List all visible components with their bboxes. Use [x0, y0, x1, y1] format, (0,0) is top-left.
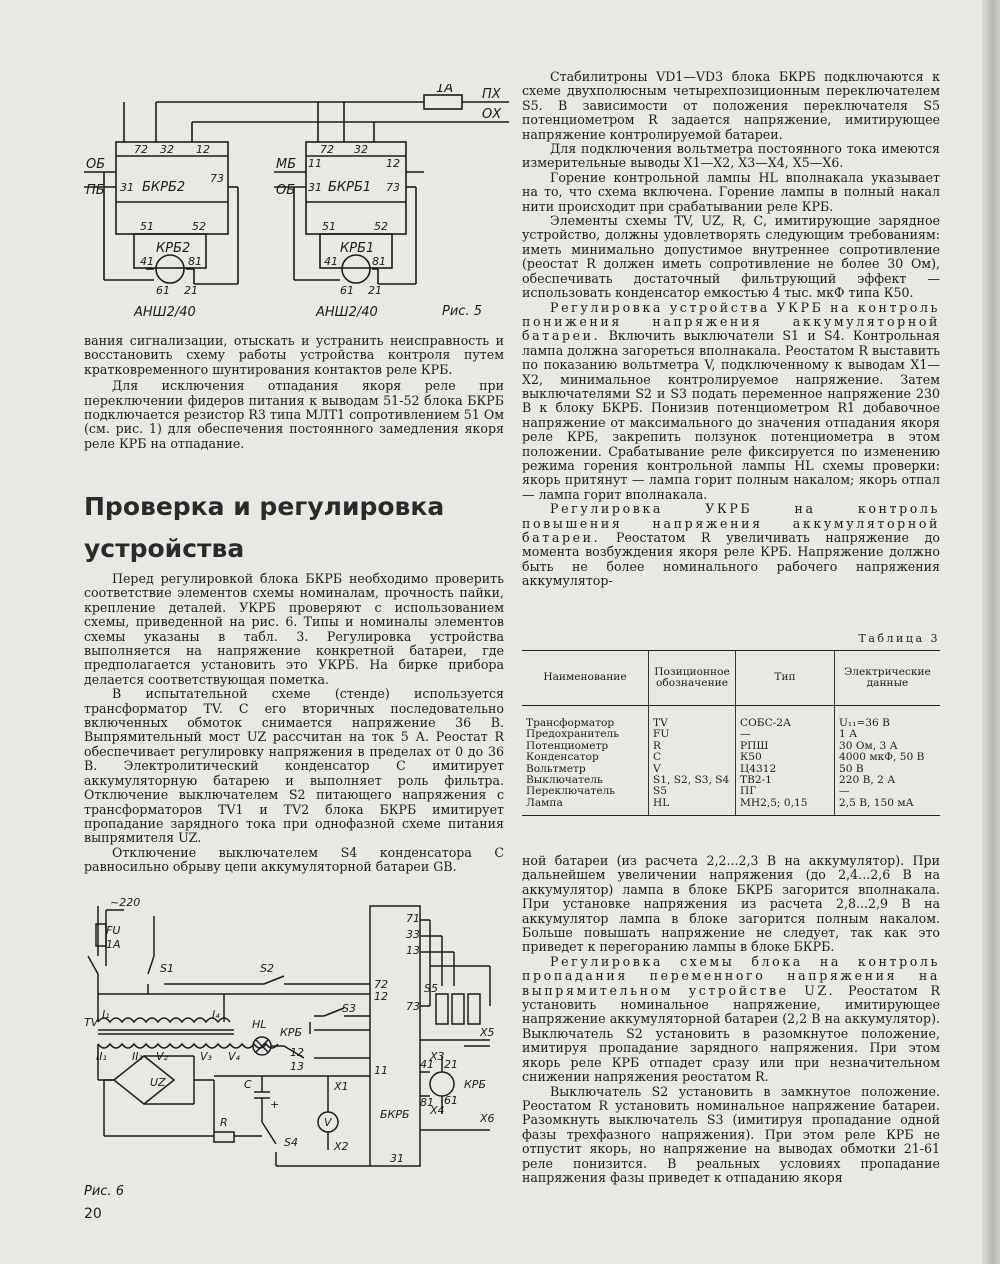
table-cell: Ц4312 [736, 764, 835, 775]
f5-l-pin31: 31 [120, 181, 134, 194]
table-cell: R [649, 741, 736, 752]
f6-pin33: 33 [406, 928, 420, 941]
table-cell: 30 Ом, 3 А [835, 741, 941, 752]
f5-r-pin72: 72 [320, 143, 334, 156]
f6-fuse-rating: 1А [106, 938, 121, 951]
f5-l-pin73: 73 [210, 172, 224, 185]
paragraph: Для исключения отпадания якоря реле при переключении фидеров питания к выводам 51-52 блока БКРБ подключается резистор R3 типа МЛТ1 сопротивлением 51 Ом (см. рис. 1) для обеспечения постоянного замедления якоря реле КРБ на отпадание. [84, 378, 504, 451]
f6-pin11: 11 [374, 1064, 388, 1077]
f6-v4: V₄ [228, 1050, 240, 1063]
paragraph: ной батареи (из расчета 2,2...2,3 В на аккумулятор). При дальнейшем увеличении напряжения (до 2,4...2,6 В на аккумулятор) лампа в блоке БКРБ загорится вполнакала. При установке напряжения из расчета 2,8...2,9 В на аккумулятор лампа в блоке загорится полным накалом. Больше повышать напряжение не следует, так как это приведет к перегоранию лампы в блоке БКРБ. [522, 853, 940, 955]
f5-right-in-top: МБ [276, 157, 297, 172]
paragraph: Горение контрольной лампы HL вполнакала указывает на то, что схема включена. Горение лампы в полный накал нити происходит при срабатывании реле КРБ. [522, 169, 940, 214]
f6-ii3: II₃ [132, 1050, 143, 1063]
table-cell: 4000 мкФ, 50 В [835, 752, 941, 763]
page-number: 20 [84, 1206, 102, 1222]
f5-r-pin61: 61 [340, 284, 354, 297]
table-cell: S5 [649, 786, 736, 797]
figure-6-caption: Рис. 6 [84, 1184, 124, 1199]
table-cell: FU [649, 729, 736, 740]
table-cell: 50 В [835, 764, 941, 775]
table-cell: Трансформатор [526, 717, 615, 729]
f6-hl: HL [252, 1018, 267, 1031]
table-cell: ПГ [736, 786, 835, 797]
f6-s5: S5 [424, 982, 438, 995]
table-cell: Выключатель [526, 774, 603, 787]
right-column-lower [522, 854, 940, 1185]
f5-left-in-bottom: ПБ [86, 183, 105, 198]
table-cell: HL [649, 798, 736, 816]
paragraph: Отключение выключателем S4 конденсатора С равносильно обрыву цепи аккумуляторной батареи GB. [84, 844, 504, 875]
f6-uz: UZ [150, 1076, 166, 1089]
section-heading: Проверка и регулировка устройства [84, 492, 445, 563]
f5-r-pin31: 31 [308, 181, 322, 194]
f6-pin81: 81 [420, 1096, 434, 1109]
f5-r-pin41: 41 [324, 255, 338, 268]
table-cell: Предохранитель [526, 728, 620, 741]
f6-block: БКРБ [380, 1108, 410, 1121]
f5-l-pin41: 41 [140, 255, 154, 268]
f6-v3: V₃ [200, 1050, 212, 1063]
table-header-cell: Наименование [522, 651, 649, 706]
paragraph: В испытательной схеме (стенде) используется трансформатор TV. С его вторичных последовательно включенных обмоток снимается напряжение 36 В. Выпрямительный мост UZ рассчитан на ток 5 А. Реостат R обеспечивает регулировку напряжения в пределах от 0 до 36 В. Электролитический конденсатор С имитирует аккумуляторную батарею и выполняет роль фильтра. Отключение выключателем S2 питающего напряжения с трансформаторов TV1 и TV2 блока БКРБ имитирует пропадание зарядного тока при однофазной схеме питания выпрямителя UZ. [84, 686, 504, 846]
f5-right-relay-label: КРБ1 [340, 241, 375, 256]
table-cell: 2,5 В, 150 мА [835, 798, 941, 816]
f5-l-pin51: 51 [140, 220, 154, 233]
f6-krb: КРБ [280, 1026, 302, 1039]
table-cell: U₁₁=36 В [835, 706, 941, 730]
paragraph: Перед регулировкой блока БКРБ необходимо проверить соответствие элементов схемы номиналам, прочность пайки, крепление деталей. УКРБ проверяют с использованием схемы, приведенной на рис. 6. Типы и номиналы элементов схемы указаны в табл. 3. Регулировка устройства выполняется на напряжение конкретной батареи, где предполагается установить это УКРБ. На бирке прибора делается соответствующая пометка. [84, 571, 504, 687]
f5-fuse-label: 1А [436, 84, 454, 96]
right-column-top [522, 70, 940, 589]
figure-6-diagram [84, 896, 504, 1186]
f5-l-pin72: 72 [134, 143, 148, 156]
f5-left-lamp-label: АНШ2/40 [134, 305, 196, 320]
table-cell: Конденсатор [526, 751, 599, 764]
f6-s2: S2 [260, 962, 274, 975]
paragraph-body: Реостатом R установить номинальное напряжение, имитирующее напряжение аккумуляторной батареи (2,2 В на аккумулятор). Выключатель S2 установить в разомкнутое положение, имитируя пропадание зарядного напряжения. При этом якорь реле КРБ отпадет сразу или при незначительном снижении напряжения реостатом R. [522, 982, 940, 1085]
table-cell: СОБС-2А [736, 706, 835, 730]
table-cell: C [649, 752, 736, 763]
f5-l-pin81: 81 [188, 255, 202, 268]
f6-x2: X2 [334, 1140, 349, 1153]
table-header-row [522, 651, 940, 706]
f6-mains: ~220 [110, 896, 141, 909]
f5-l-pin61: 61 [156, 284, 170, 297]
f5-left-block-label: БКРБ2 [142, 180, 186, 195]
table-row [522, 706, 940, 730]
f5-r-pin81: 81 [372, 255, 386, 268]
f6-fuse: FU [106, 924, 121, 937]
table-cell: Потенциометр [526, 739, 609, 752]
paragraph-body: Включить выключатели S1 и S4. Контрольная лампа должна загореться вполнакала. Реостатом R выставить по показанию вольтметра V, подключенному к выводам Х1—Х2, минимальное контролируемое напряжение. Затем выключателями S2 и S3 подать переменное напряжение 230 В к блоку БКРБ. Понизив потенциометром R1 добавочное напряжение от максимального до значения отпадания якоря реле КРБ, закрепить ползунок потенциометра в этом положении. Срабатывание реле фиксируется по изменению режима горения контрольной лампы HL схемы проверки: якорь притянут — лампа горит полным накалом; якорь отпал — лампа горит вполнакала. [522, 328, 940, 502]
table-cell: S1, S2, S3, S4 [649, 775, 736, 786]
f6-plus: + [270, 1098, 280, 1111]
table-cell: — [736, 729, 835, 740]
table-cell: — [835, 786, 941, 797]
table-cell: РПШ [736, 741, 835, 752]
table-cell: К50 [736, 752, 835, 763]
f5-l-pin52: 52 [192, 220, 206, 233]
table-header-cell: Электрические данные [835, 651, 941, 706]
f6-tv: TV [84, 1016, 99, 1029]
paragraph-lead: Регулировка УКРБ на контроль повышения напряжения аккумуляторной батареи. [522, 501, 940, 545]
table-row [522, 752, 940, 763]
f5-line-px: ПХ [482, 87, 501, 102]
f6-s3: S3 [342, 1002, 356, 1015]
f6-x1: X1 [334, 1080, 349, 1093]
table-cell: ТВ2-1 [736, 775, 835, 786]
f5-right-lamp-label: АНШ2/40 [316, 305, 378, 320]
table-3 [522, 650, 940, 816]
f5-left-in-top: ОБ [86, 157, 106, 172]
paragraph-lead: Регулировка устройства УКРБ на контроль понижения напряжения аккумуляторной батареи. [522, 299, 940, 344]
f6-x6: X6 [480, 1112, 495, 1125]
table-cell: 220 В, 2 А [835, 775, 941, 786]
f6-krb2: КРБ [464, 1078, 486, 1091]
f6-x5: X5 [480, 1026, 495, 1039]
f6-pin72: 72 [374, 978, 388, 991]
table-cell: Вольтметр [526, 762, 586, 775]
paragraph: вания сигнализации, отыскать и устранить неисправность и восстановить схему работы устройства контроля путем кратковременного шунтирования контактов реле КРБ. [84, 333, 504, 377]
f6-pin41: 41 [420, 1058, 434, 1071]
paragraph: Стабилитроны VD1—VD3 блока БКРБ подключаются к схеме двухполюсным четырехпозиционным переключателем S5. В зависимости от положения переключателя S5 потенциометром R задается напряжение, имитирующее напряжение контролируемой батареи. [522, 69, 940, 142]
f6-pin71: 71 [406, 912, 420, 925]
paragraph-body: Реостатом R увеличивать напряжение до момента возбуждения якоря реле КРБ. Напряжение должно быть не более номинального рабочего напряжения аккумулятор- [522, 530, 940, 589]
f5-l-pin32: 32 [160, 143, 174, 156]
f5-left-relay-label: КРБ2 [156, 241, 191, 256]
f5-l-pin12: 12 [196, 143, 210, 156]
f5-right-block-label: БКРБ1 [328, 180, 372, 195]
table-cell: Лампа [522, 798, 649, 816]
f5-r-pin51: 51 [322, 220, 336, 233]
table-cell: TV [649, 706, 736, 730]
table-cell: 1 А [835, 729, 941, 740]
f6-s4: S4 [284, 1136, 298, 1149]
f5-l-pin21: 21 [184, 284, 198, 297]
table-cell: V [649, 764, 736, 775]
f6-v2: V₂ [156, 1050, 168, 1063]
f6-pin61: 61 [444, 1094, 458, 1107]
table-header-cell: Тип [736, 651, 835, 706]
figure-5-diagram [84, 84, 514, 324]
f6-pin13b: 13 [290, 1060, 304, 1073]
table-row [522, 798, 940, 816]
f6-x4: X4 [430, 1104, 445, 1117]
table-3-title: Таблица 3 [858, 632, 940, 645]
paragraph [522, 502, 940, 588]
f5-line-ox: ОХ [482, 107, 502, 122]
f5-r-pin32: 32 [354, 143, 368, 156]
f6-pin73: 73 [406, 1000, 420, 1013]
left-column-top [84, 334, 504, 451]
figure-5-caption: Рис. 5 [442, 304, 482, 319]
f6-ii1: II₁ [96, 1050, 107, 1063]
f6-s1: S1 [160, 962, 174, 975]
f5-r-pin12: 12 [386, 157, 400, 170]
f6-pin12b: 12 [290, 1046, 304, 1059]
f5-r-pin52: 52 [374, 220, 388, 233]
f6-pin21: 21 [444, 1058, 458, 1071]
f5-r-pin21: 21 [368, 284, 382, 297]
table-cell: Переключатель [526, 785, 616, 798]
f6-c: C [244, 1078, 252, 1091]
table-header-cell: Позиционное обозначение [649, 651, 736, 706]
f5-right-in-bottom: ОБ [276, 183, 296, 198]
paragraph: Элементы схемы TV, UZ, R, С, имитирующие зарядное устройство, должны удовлетворять следующим требованиям: иметь минимально допустимое внутреннее сопротивление (реостат R должен иметь сопротивление не более 30 Ом), обеспечивать достаточный фильтрующий эффект — использовать конденсатор емкостью 4 тыс. мкФ типа К50. [522, 213, 940, 301]
f6-pin13: 13 [406, 944, 420, 957]
paragraph-lead: Регулировка схемы блока на контроль пропадания переменного напряжения на выпрямительном устройстве UZ. [522, 953, 940, 998]
paragraph [522, 955, 940, 1085]
table-cell: МН2,5; 0,15 [736, 798, 835, 816]
page-edge-shadow [982, 0, 1000, 1264]
f6-pin31: 31 [390, 1152, 404, 1165]
f6-x3: X3 [430, 1050, 445, 1063]
f5-r-pin11: 11 [308, 157, 322, 170]
paragraph [522, 301, 940, 503]
f6-i4: I₄ [212, 1008, 220, 1021]
f6-pin12: 12 [374, 990, 388, 1003]
f6-i1: I₁ [102, 1008, 110, 1021]
f5-r-pin73: 73 [386, 181, 400, 194]
left-column-body [84, 572, 504, 875]
paragraph: Для подключения вольтметра постоянного тока имеются измерительные выводы Х1—Х2, Х3—Х4, Х5—Х6. [522, 141, 940, 171]
paragraph: Выключатель S2 установить в замкнутое положение. Реостатом R установить номинальное напряжение батареи. Разомкнуть выключатель S3 (имитируя пропадание одной фазы трехфазного напряжения). При этом реле КРБ не отпустит якорь, но напряжение на выводах обмотки 21-61 реле понизится. В реальных условиях пропадание напряжения фазы приведет к отпаданию якоря [522, 1083, 940, 1185]
f6-v: V [324, 1116, 332, 1129]
f6-r: R [220, 1116, 228, 1129]
